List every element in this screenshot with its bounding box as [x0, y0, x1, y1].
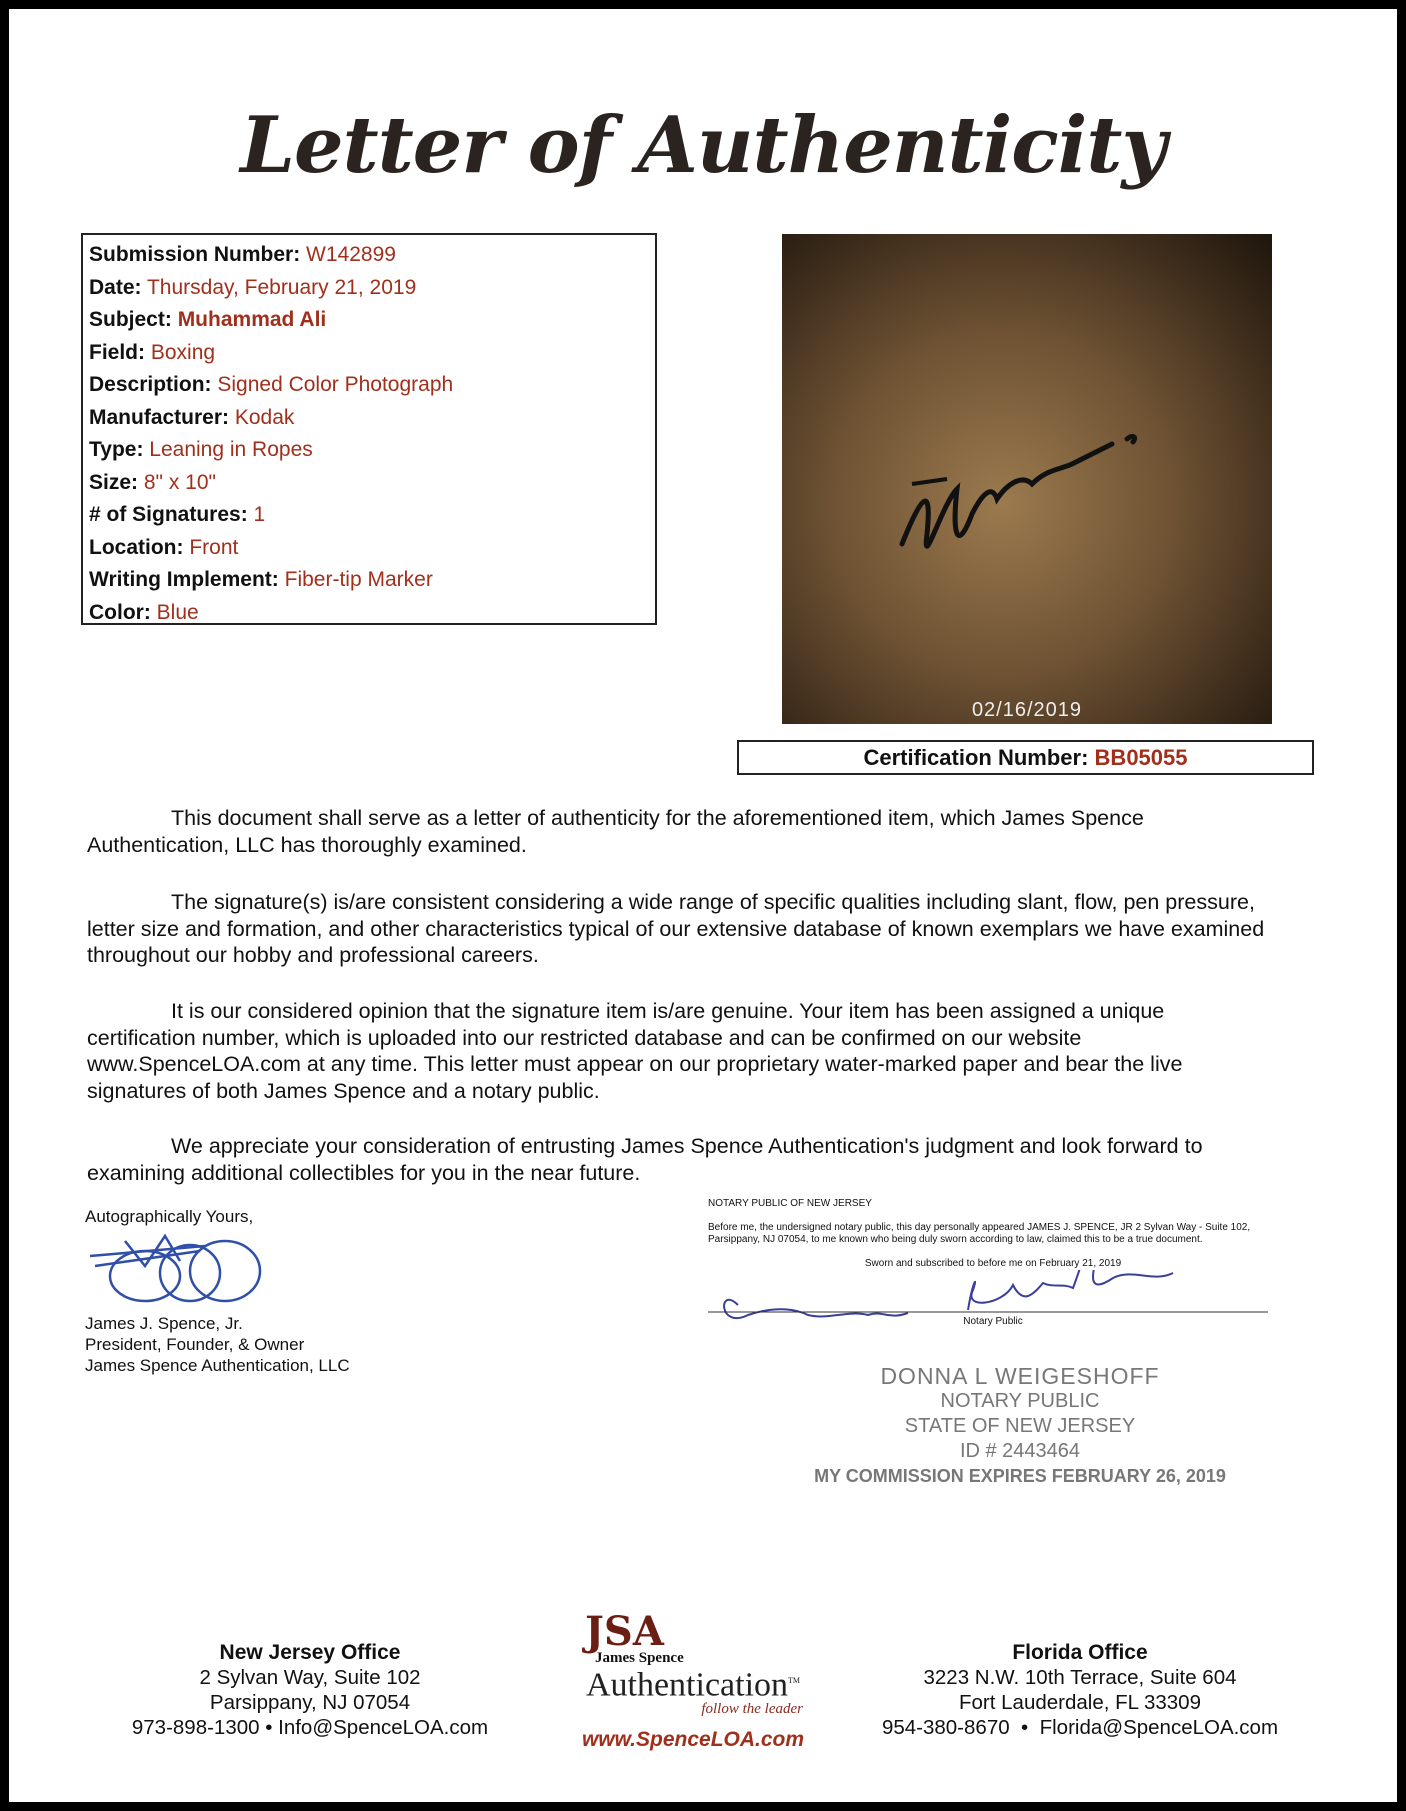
- info-row: [89, 532, 649, 565]
- website-link[interactable]: www.SpenceLOA.com: [581, 1728, 805, 1752]
- fl-address-2: Fort Lauderdale, FL 33309: [959, 1691, 1201, 1714]
- info-value: Muhammad Ali: [177, 308, 327, 331]
- info-label: Type:: [89, 438, 144, 461]
- info-value: Blue: [156, 600, 199, 624]
- info-value: Front: [189, 535, 239, 559]
- info-row: [89, 597, 649, 630]
- spence-signature: [85, 1221, 285, 1311]
- paragraph-2: The signature(s) is/are consistent considering a wide range of specific qualities including slant, flow, pen pressure, letter size and formation, and other characteristics typical of our extensive database of known exemplars we have examined throughout our hobby and professional careers.: [87, 890, 1265, 967]
- stamp-id: ID # 2443464: [959, 1440, 1081, 1462]
- info-value: Kodak: [234, 405, 295, 429]
- info-value: Leaning in Ropes: [149, 438, 313, 461]
- nj-address-1: 2 Sylvan Way, Suite 102: [199, 1666, 421, 1689]
- jsa-logo: [553, 1608, 833, 1752]
- logo-tagline: follow the leader: [701, 1701, 803, 1718]
- info-value: Signed Color Photograph: [217, 373, 454, 396]
- notary-line-label: Notary Public: [963, 1316, 1023, 1327]
- info-value: Thursday, February 21, 2019: [146, 275, 417, 299]
- info-label: Subject:: [89, 308, 172, 331]
- cert-label: Certification Number:: [863, 745, 1089, 770]
- cert-value: BB05055: [1094, 745, 1188, 770]
- info-value: 8" x 10": [143, 470, 216, 494]
- notary-sworn: Sworn and subscribed to before me on February 21, 2019: [864, 1258, 1122, 1269]
- info-row: [89, 564, 649, 597]
- info-row: [89, 304, 649, 337]
- info-label: Size:: [89, 470, 139, 494]
- info-row: [89, 337, 649, 370]
- fl-email[interactable]: Florida@SpenceLOA.com: [1039, 1716, 1279, 1739]
- info-label: Description:: [89, 373, 212, 396]
- paragraph-1: This document shall serve as a letter of authenticity for the aforementioned item, which James Spence Authentication, LLC has thoroughly examined.: [87, 806, 1144, 857]
- info-row: [89, 402, 649, 435]
- certification-number-box: [737, 740, 1314, 775]
- item-info-box: [81, 233, 657, 625]
- info-row: [89, 434, 649, 467]
- stamp-expiry: MY COMMISSION EXPIRES FEBRUARY 26, 2019: [814, 1466, 1226, 1486]
- stamp-name: DONNA L WEIGESHOFF: [880, 1363, 1160, 1389]
- autograph-signature: [782, 234, 1272, 724]
- info-value: Boxing: [150, 340, 216, 364]
- info-row: [89, 239, 649, 272]
- notary-block: [708, 1198, 1278, 1328]
- info-label: Writing Implement:: [89, 568, 279, 591]
- info-value: 1: [253, 503, 266, 526]
- signer-company: James Spence Authentication, LLC: [85, 1356, 350, 1375]
- paragraph-4: We appreciate your consideration of entrusting James Spence Authentication's judgment and look forward to examining additional collectibles for you in the near future.: [87, 1134, 1203, 1185]
- notary-stamp: [760, 1364, 1280, 1489]
- info-row: [89, 369, 649, 402]
- stamp-state: STATE OF NEW JERSEY: [904, 1415, 1136, 1437]
- nj-email[interactable]: Info@SpenceLOA.com: [278, 1716, 489, 1739]
- fl-office-title: Florida Office: [1012, 1641, 1148, 1664]
- info-label: Date:: [89, 275, 142, 299]
- info-label: Color:: [89, 600, 151, 624]
- nj-phone: 973-898-1300: [131, 1716, 260, 1739]
- info-row: [89, 467, 649, 500]
- info-label: Field:: [89, 340, 145, 364]
- nj-address-2: Parsippany, NJ 07054: [209, 1691, 411, 1714]
- signoff-block: [85, 1206, 350, 1376]
- closing: Autographically Yours,: [85, 1207, 254, 1226]
- logo-authentication: Authentication: [585, 1666, 789, 1704]
- paragraph-3: It is our considered opinion that the signature item is/are genuine. Your item has been assigned a unique certification number, which is uploaded into our restricted database and can be confirmed on our website www.SpenceLOA.com at any time. This letter must appear on our proprietary water-marked paper and bear the live signatures of both James Spence and a notary public.: [87, 999, 1183, 1103]
- signer-name: James J. Spence, Jr.: [85, 1314, 243, 1333]
- info-label: Location:: [89, 535, 184, 559]
- info-label: # of Signatures:: [89, 503, 248, 526]
- signer-role: President, Founder, & Owner: [85, 1335, 305, 1354]
- nj-office-title: New Jersey Office: [219, 1641, 401, 1664]
- photo-date-stamp: 02/16/2019: [971, 699, 1083, 721]
- signed-photo: [782, 234, 1272, 724]
- fl-address-1: 3223 N.W. 10th Terrace, Suite 604: [923, 1666, 1237, 1689]
- stamp-title: NOTARY PUBLIC: [940, 1390, 1100, 1412]
- logo-jsa: JSA: [585, 1608, 664, 1655]
- fl-phone: 954-380-8670: [881, 1716, 1010, 1739]
- notary-heading: NOTARY PUBLIC OF NEW JERSEY: [708, 1198, 872, 1209]
- logo-tm: TM: [788, 1676, 801, 1685]
- info-value: Fiber-tip Marker: [284, 568, 433, 591]
- notary-body: Before me, the undersigned notary public, this day personally appeared JAMES J. SPENCE, JR 2 Sylvan Way - Suite 102, Parsippany, NJ 07054, to me known who being duly sworn according to law, claimed this to be a true document.: [708, 1222, 1251, 1245]
- info-label: Manufacturer:: [89, 405, 230, 429]
- info-value: W142899: [306, 243, 396, 266]
- fl-office: Florida Office 3223 N.W. 10th Terrace, Suite 604 Fort Lauderdale, FL 33309 954-380-8670 • Florida@SpenceLOA.com: [870, 1640, 1290, 1740]
- info-row: [89, 272, 649, 305]
- info-label: Submission Number:: [89, 243, 301, 266]
- nj-office: New Jersey Office 2 Sylvan Way, Suite 102 Parsippany, NJ 07054 973-898-1300 • Info@SpenceLOA.com: [131, 1641, 489, 1739]
- logo-james-spence: James Spence: [595, 1650, 684, 1666]
- info-row: [89, 499, 649, 532]
- page-title: Letter of Authenticity: [240, 100, 1166, 191]
